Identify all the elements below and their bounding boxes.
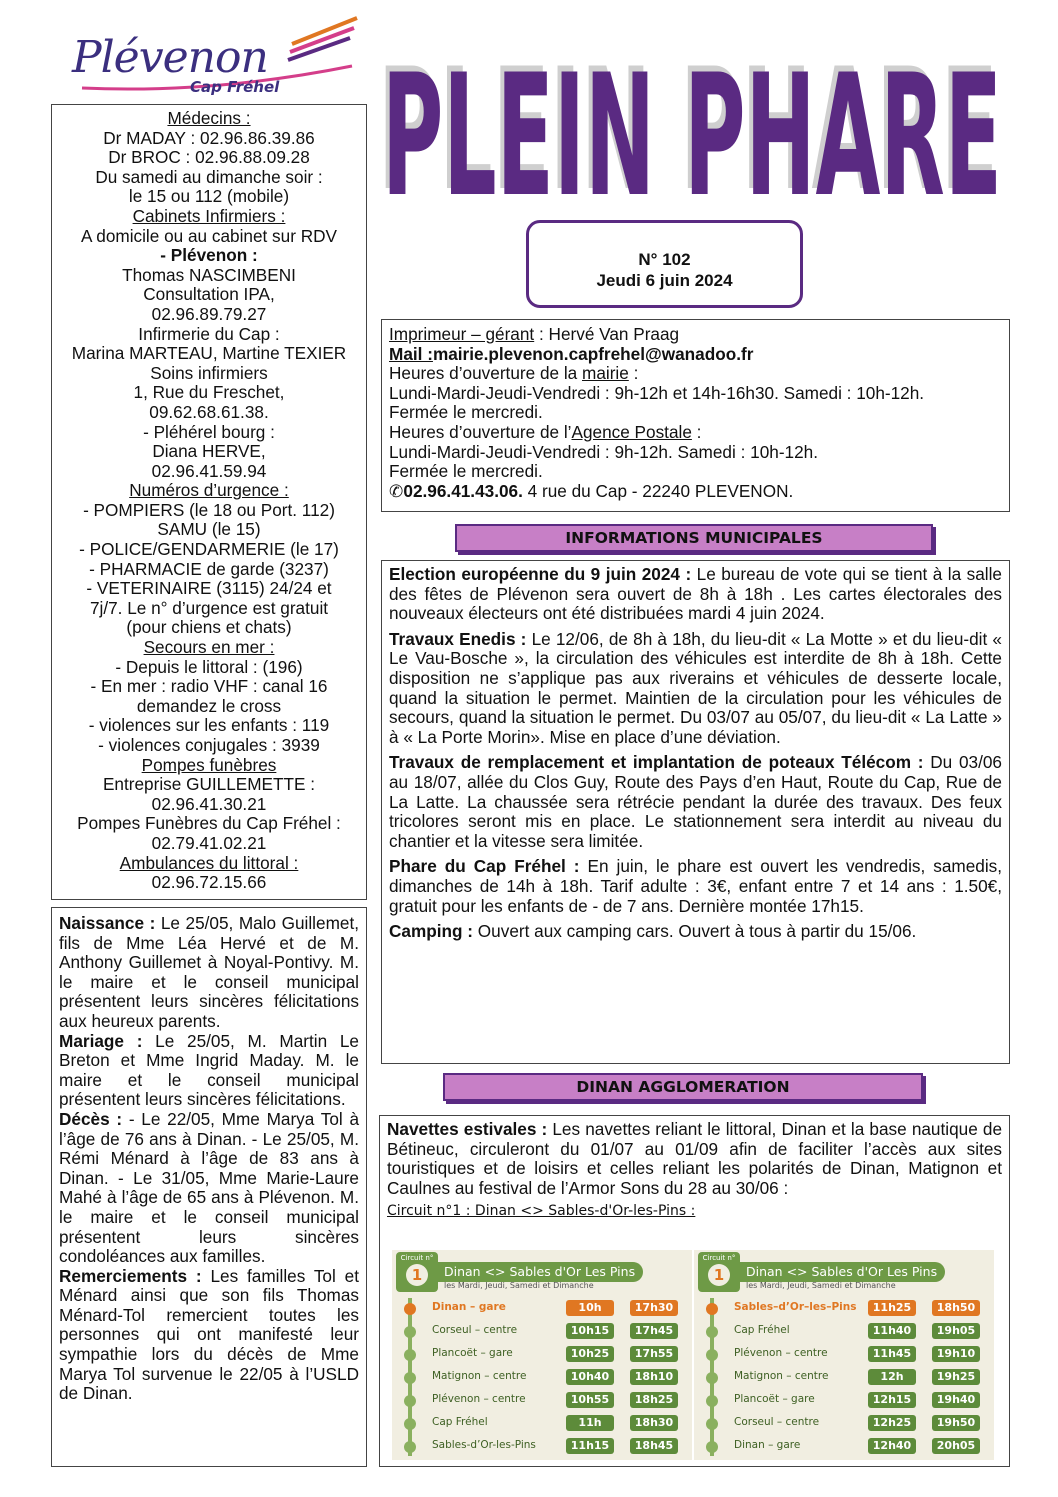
contact-line: Du samedi au dimanche soir :	[95, 166, 323, 187]
contact-line: 02.79.41.02.21	[151, 832, 267, 853]
issue-box	[526, 220, 803, 308]
stop-name: Matignon – centre	[734, 1370, 829, 1382]
contact-line: Cabinets Infirmiers :	[132, 205, 286, 226]
mairie-hours-line2: Fermée le mercredi.	[389, 402, 543, 423]
timetable-row	[392, 1346, 692, 1364]
stop-dot-icon	[404, 1441, 416, 1453]
timetable-days: les Mardi, Jeudi, Samedi et Dimanche	[746, 1281, 896, 1290]
municipal-entry	[389, 922, 1002, 942]
phone-line: ✆02.96.41.43.06. 4 rue du Cap - 22240 PLEVENON.	[389, 480, 794, 501]
contact-line: - VETERINAIRE (3115) 24/24 et	[86, 578, 332, 599]
contact-line: SAMU (le 15)	[157, 519, 261, 540]
civil-entry	[59, 1267, 359, 1404]
departure-time: 11h25	[868, 1300, 916, 1316]
phone-number: 02.96.41.43.06.	[403, 480, 523, 501]
stop-name: Plévenon – centre	[734, 1347, 828, 1359]
contact-line: 02.96.41.30.21	[151, 793, 267, 814]
info-box	[381, 319, 1010, 512]
contact-line: - POLICE/GENDARMERIE (le 17)	[79, 539, 339, 560]
departure-time: 18h45	[630, 1438, 678, 1454]
departure-time: 12h	[868, 1369, 916, 1385]
banner-dinan-agglomeration: DINAN AGGLOMERATION	[443, 1073, 923, 1101]
departure-time: 12h25	[868, 1415, 916, 1431]
departure-time: 11h15	[566, 1438, 614, 1454]
commune-logo	[62, 14, 362, 96]
timetable-row	[694, 1346, 994, 1364]
contact-line: Marina MARTEAU, Martine TEXIER	[71, 343, 347, 364]
poste-hours-line2: Fermée le mercredi.	[389, 461, 543, 482]
departure-time: 11h	[566, 1415, 614, 1431]
contact-line: 02.96.72.15.66	[151, 872, 267, 893]
stop-dot-icon	[706, 1441, 718, 1453]
departure-time: 17h45	[630, 1323, 678, 1339]
timetable-return	[694, 1250, 994, 1460]
masthead	[372, 8, 1012, 208]
timetable-row	[392, 1438, 692, 1456]
civil-entry	[59, 914, 359, 1032]
mail-line: Mail :mairie.plevenon.capfrehel@wanadoo.fr	[389, 343, 754, 364]
departure-time: 19h05	[932, 1323, 980, 1339]
municipal-info-box	[381, 560, 1010, 1064]
departure-time: 19h10	[932, 1346, 980, 1362]
svg-text:PLEIN PHARE: PLEIN PHARE	[378, 32, 998, 208]
departure-time: 10h25	[566, 1346, 614, 1362]
contact-line: - En mer : radio VHF : canal 16	[90, 676, 328, 697]
contact-line: Secours en mer :	[143, 637, 275, 658]
contact-line: - Plévenon :	[160, 245, 258, 266]
mail-link[interactable]: mairie.plevenon.capfrehel@wanadoo.fr	[432, 343, 754, 364]
contact-line: Soins infirmiers	[150, 362, 268, 383]
civil-entry-text: Le 25/05, M. Martin Le Breton et Mme Ingrid Maday. M. le maire et le conseil municipal présentent leurs sincères félicitations.	[59, 1030, 359, 1110]
departure-time: 10h	[566, 1300, 614, 1316]
stop-name: Corseul – centre	[734, 1416, 820, 1428]
departure-time: 18h30	[630, 1415, 678, 1431]
contact-line: Infirmerie du Cap :	[138, 323, 280, 344]
circuit-title: Circuit n°1 : Dinan <> Sables-d'Or-les-Pins :	[387, 1203, 696, 1220]
phone-icon: ✆	[389, 480, 404, 501]
stop-name: Matignon – centre	[432, 1370, 527, 1382]
timetable-row	[694, 1392, 994, 1410]
municipal-entry-text: Du 03/06 au 18/07, allée du Clos Guy, Route des Pays d’en Haut, Route du Cap, Rue de La Latte. La chaussée sera rétrécie pendant la durée des travaux. Des feux tricolores seront mis en place. Le stationnement sera interdit au niveau du chantier et la vitesse sera limitée.	[389, 752, 1002, 851]
stop-name: Plancoët – gare	[432, 1347, 513, 1359]
contact-line: - violences conjugales : 3939	[98, 735, 320, 755]
contact-line: Dr MADAY : 02.96.86.39.86	[103, 127, 315, 148]
circuit-badge-number: 1	[406, 1264, 428, 1286]
svg-text:PLEIN PHARE: PLEIN PHARE	[382, 38, 1002, 208]
logo-name: Plévenon	[72, 32, 268, 83]
timetable-row	[392, 1415, 692, 1433]
departure-time: 17h30	[630, 1300, 678, 1316]
circuit-badge-label: Circuit n°	[400, 1254, 434, 1262]
civil-entry-label: Remerciements :	[59, 1265, 202, 1286]
civil-entry-label: Décès :	[59, 1108, 123, 1129]
contact-line: Dr BROC : 02.96.88.09.28	[108, 147, 310, 168]
contact-line: - Depuis le littoral : (196)	[115, 656, 303, 677]
contact-line: - PHARMACIE de garde (3237)	[89, 558, 329, 579]
circuit-badge	[698, 1252, 740, 1292]
stop-dot-icon	[404, 1395, 416, 1407]
mairie-hours-line1: Lundi-Mardi-Jeudi-Vendredi : 9h-12h et 14h-16h30. Samedi : 10h-12h.	[389, 382, 925, 403]
stop-dot-icon	[706, 1418, 718, 1430]
contact-line: demandez le cross	[136, 695, 282, 716]
departure-time: 10h55	[566, 1392, 614, 1408]
stop-name: Sables-d’Or-les-Pins	[432, 1439, 536, 1451]
stop-name: Plancoët – gare	[734, 1393, 815, 1405]
stop-name: Dinan – gare	[734, 1439, 801, 1451]
contact-line: Consultation IPA,	[143, 284, 275, 305]
navettes-paragraph: Navettes estivales : Les navettes reliant le littoral, Dinan et la base nautique de Bétineuc, circuleront du 01/07 au 01/09 afin de faciliter l’accès aux sites touristiques et de loisirs et celles reliant les polarités de Dinan, Matignon et Caulnes au festival de l’Armor Sons du 28 au 30/06 :	[387, 1119, 1002, 1198]
municipal-entry-label: Travaux Enedis :	[389, 628, 527, 649]
municipal-entry-text: En juin, le phare est ouvert les vendredis, samedis, dimanches de 14h à 18h. Tarif adulte : 3€, enfant entre 7 et 14 ans : 1.50€, gratuit pour les enfants de - de 7 ans. Dernière montée 17h15.	[389, 856, 1003, 916]
timetable-header	[698, 1252, 990, 1292]
stop-dot-icon	[404, 1418, 416, 1430]
stop-name: Plévenon – centre	[432, 1393, 526, 1405]
timetable-row	[392, 1323, 692, 1341]
contact-line: Ambulances du littoral :	[119, 852, 299, 873]
stop-dot-icon	[404, 1372, 416, 1384]
timetable-outbound	[392, 1250, 692, 1460]
stop-dot-icon	[706, 1326, 718, 1338]
contact-line: - POMPIERS (le 18 ou Port. 112)	[83, 499, 335, 520]
contact-line: Pompes funèbres	[141, 754, 277, 775]
civil-entry-text: Le 25/05, Malo Guillemet, fils de Mme Léa Hervé et de M. Anthony Guillemet à Noyal-Pontivy. M. le maire et le conseil municipal présentent leurs sincères félicitations aux heureux parents.	[59, 913, 359, 1031]
issue-number: N° 102	[638, 250, 691, 269]
departure-time: 18h25	[630, 1392, 678, 1408]
municipal-entry	[389, 753, 1002, 851]
contact-line: 02.96.41.59.94	[151, 460, 267, 481]
contact-line: 1, Rue du Freschet,	[133, 382, 285, 403]
municipal-entry	[389, 630, 1002, 748]
timetable-row	[392, 1392, 692, 1410]
poste-hours-title: Heures d’ouverture de l’Agence Postale :	[389, 421, 702, 442]
banner-informations-municipales: INFORMATIONS MUNICIPALES	[455, 524, 933, 552]
stop-name: Cap Fréhel	[734, 1324, 790, 1336]
stop-name: Sables–d’Or–les–Pins	[734, 1301, 857, 1313]
departure-time: 10h15	[566, 1323, 614, 1339]
timetable-title: Dinan <> Sables d'Or Les Pins	[738, 1262, 945, 1282]
timetable-row	[694, 1323, 994, 1341]
contact-line: (pour chiens et chats)	[126, 617, 292, 638]
mairie-hours-title: Heures d’ouverture de la mairie :	[389, 363, 639, 384]
civil-entry	[59, 1110, 359, 1267]
stop-name: Cap Fréhel	[432, 1416, 488, 1428]
stop-dot-icon	[404, 1326, 416, 1338]
masthead-title-graphic	[372, 8, 1012, 208]
departure-time: 19h50	[932, 1415, 980, 1431]
timetable-row	[694, 1369, 994, 1387]
stop-dot-icon	[706, 1372, 718, 1384]
printer-line: Imprimeur – gérant : Hervé Van Praag	[389, 324, 680, 344]
timetable-row	[694, 1415, 994, 1433]
contact-line: le 15 ou 112 (mobile)	[128, 186, 290, 207]
contact-line: - violences sur les enfants : 119	[88, 715, 330, 736]
issue-date: Jeudi 6 juin 2024	[596, 271, 733, 290]
municipal-entry-label: Phare du Cap Fréhel :	[389, 856, 580, 877]
municipal-entry-text: Ouvert aux camping cars. Ouvert à tous à partir du 15/06.	[473, 921, 917, 942]
civil-entry-label: Mariage :	[59, 1030, 143, 1051]
contact-line: A domicile ou au cabinet sur RDV	[80, 225, 338, 246]
civil-entry	[59, 1032, 359, 1110]
stop-name: Dinan – gare	[432, 1301, 506, 1313]
departure-time: 11h40	[868, 1323, 916, 1339]
stop-dot-icon	[706, 1303, 718, 1315]
departure-time: 11h45	[868, 1346, 916, 1362]
municipal-entry-label: Camping :	[389, 921, 474, 942]
departure-time: 20h05	[932, 1438, 980, 1454]
municipal-entry-text: Le bureau de vote qui se tient à la salle des fêtes de Plévenon sera ouvert de 8h à 18h . Les cartes électorales des nouveaux électeurs ont été distribuées mardi 4 juin 2024.	[389, 564, 1002, 624]
contact-line: 09.62.68.61.38.	[149, 401, 269, 422]
stop-name: Corseul – centre	[432, 1324, 518, 1336]
departure-time: 19h40	[932, 1392, 980, 1408]
contacts-box	[51, 104, 367, 900]
municipal-entry-label: Election européenne du 9 juin 2024 :	[389, 564, 692, 584]
municipal-entry	[389, 565, 1002, 624]
departure-time: 17h55	[630, 1346, 678, 1362]
contact-line: Pompes Funèbres du Cap Fréhel :	[77, 813, 341, 834]
civil-status-box	[51, 907, 367, 1467]
contact-line: Numéros d’urgence :	[129, 480, 289, 501]
contact-line: Thomas NASCIMBENI	[122, 264, 296, 285]
circuit-badge-label: Circuit n°	[702, 1254, 736, 1262]
contact-line: Médecins :	[167, 108, 251, 128]
contact-line: - Pléhérel bourg :	[143, 421, 275, 442]
civil-entry-text: Les familles Tol et Ménard ainsi que son fils Thomas Ménard-Tol remercient toutes les personnes qui ont manifesté leur sympathie lors du décès de Mme Marya Tol survenue le 22/05 à l’USLD de Dinan.	[59, 1265, 359, 1404]
stop-dot-icon	[706, 1395, 718, 1407]
contact-line: 7j/7. Le n° d’urgence est gratuit	[89, 597, 329, 618]
municipal-entry-text: Le 12/06, de 8h à 18h, du lieu-dit « La Motte » et du lieu-dit « Le Vau-Bosche », la circulation des véhicules est interdite de 8h à 18h. Cette disposition ne s’applique pas aux riverains et véhicules de desserte locale, quand la situation le permet. Maintien de la circulation pour les véhicules de secours, quand la situation le permet. Du 03/07 au 05/07, du lieu-dit « La Latte » à « La Porte Morin». Mise en place d’une déviation.	[389, 628, 1002, 747]
departure-time: 18h10	[630, 1369, 678, 1385]
departure-time: 12h15	[868, 1392, 916, 1408]
municipal-entry-label: Travaux de remplacement et implantation de poteaux Télécom :	[389, 752, 924, 773]
circuit-badge-number: 1	[708, 1264, 730, 1286]
timetable-row	[694, 1438, 994, 1456]
departure-time: 10h40	[566, 1369, 614, 1385]
timetable-row	[694, 1300, 994, 1318]
contact-line: 02.96.89.79.27	[151, 303, 267, 324]
stop-dot-icon	[404, 1303, 416, 1315]
stop-dot-icon	[706, 1349, 718, 1361]
stop-dot-icon	[404, 1349, 416, 1361]
poste-hours-line1: Lundi-Mardi-Jeudi-Vendredi : 9h-12h. Samedi : 10h-12h.	[389, 441, 818, 462]
timetable-title: Dinan <> Sables d'Or Les Pins	[436, 1262, 643, 1282]
civil-entry-label: Naissance :	[59, 913, 156, 933]
municipal-entry	[389, 857, 1002, 916]
departure-time: 12h40	[868, 1438, 916, 1454]
contact-line: Entreprise GUILLEMETTE :	[102, 774, 316, 795]
circuit-badge	[396, 1252, 438, 1292]
timetable-row	[392, 1300, 692, 1318]
timetable-header	[396, 1252, 688, 1292]
departure-time: 18h50	[932, 1300, 980, 1316]
contact-line: Diana HERVE,	[152, 441, 266, 462]
timetable-row	[392, 1369, 692, 1387]
departure-time: 19h25	[932, 1369, 980, 1385]
timetable-days: les Mardi, Jeudi, Samedi et Dimanche	[444, 1281, 594, 1290]
civil-entry-text: - Le 22/05, Mme Marya Tol à l’âge de 76 ans à Dinan. - Le 25/05, M. Rémi Ménard à l’âge de 83 ans à Dinan. - Le 31/05, Mme Marie-Laure Mahé à l’âge de 65 ans à Plévenon. M. le maire et le conseil municipal présentent leurs sincères condoléances aux familles.	[59, 1108, 359, 1267]
logo-subtitle: Cap Fréhel	[190, 78, 280, 96]
